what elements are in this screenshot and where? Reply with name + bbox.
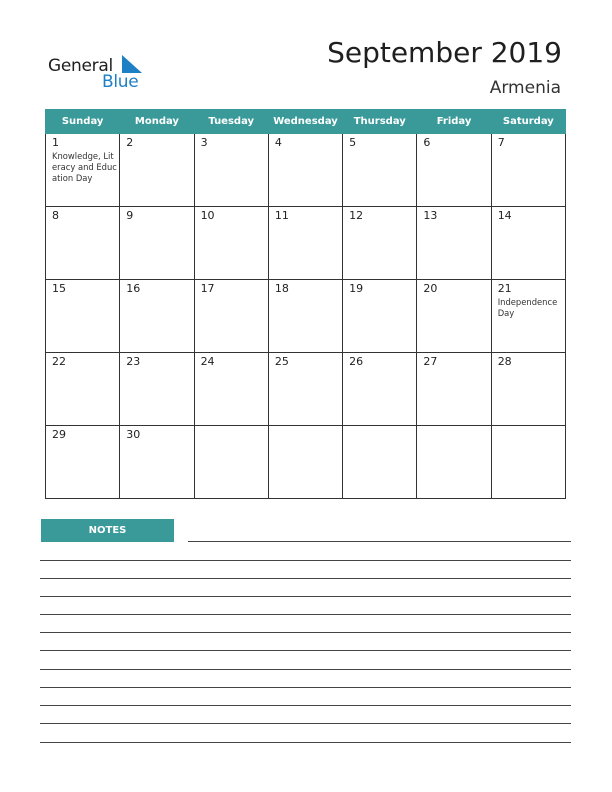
day-number: 16 bbox=[126, 282, 141, 295]
day-number bbox=[195, 426, 268, 429]
holiday-label: Independence Day bbox=[497, 297, 558, 318]
day-cell bbox=[491, 426, 565, 499]
day-number: 5 bbox=[349, 136, 357, 149]
day-number: 9 bbox=[126, 209, 134, 222]
day-cell bbox=[46, 134, 120, 207]
day-cell bbox=[343, 207, 417, 280]
logo-text-general: General bbox=[48, 56, 113, 76]
day-number: 20 bbox=[423, 282, 438, 295]
day-number: 15 bbox=[52, 282, 66, 295]
day-number: 30 bbox=[126, 428, 141, 441]
day-cell bbox=[46, 207, 120, 280]
day-number: 1 bbox=[52, 136, 59, 149]
day-cell bbox=[194, 207, 268, 280]
day-number bbox=[417, 426, 490, 429]
day-cell bbox=[417, 426, 491, 499]
day-number: 25 bbox=[274, 355, 289, 368]
day-number: 8 bbox=[52, 209, 59, 222]
day-number: 28 bbox=[497, 355, 512, 368]
day-cell bbox=[46, 426, 120, 499]
week-row bbox=[46, 426, 566, 499]
note-line bbox=[40, 687, 571, 688]
logo-text-blue: Blue bbox=[102, 72, 139, 92]
day-number bbox=[269, 426, 342, 429]
day-cell bbox=[268, 280, 342, 353]
note-line bbox=[40, 669, 571, 670]
day-cell bbox=[268, 426, 342, 499]
day-number bbox=[492, 426, 565, 429]
day-cell bbox=[343, 353, 417, 426]
note-line bbox=[188, 541, 571, 542]
note-line bbox=[40, 578, 571, 579]
note-line bbox=[40, 705, 571, 706]
day-number: 3 bbox=[200, 136, 208, 149]
weekday-header: Sunday bbox=[46, 110, 120, 134]
brand-logo bbox=[48, 53, 148, 93]
day-number: 26 bbox=[349, 355, 364, 368]
day-number: 7 bbox=[497, 136, 505, 149]
day-number: 19 bbox=[349, 282, 364, 295]
day-number: 24 bbox=[200, 355, 215, 368]
note-line bbox=[40, 650, 571, 651]
day-cell bbox=[417, 353, 491, 426]
weekday-header: Monday bbox=[120, 110, 194, 134]
day-cell bbox=[194, 353, 268, 426]
day-cell bbox=[417, 280, 491, 353]
day-cell bbox=[268, 207, 342, 280]
day-number: 2 bbox=[126, 136, 134, 149]
day-cell bbox=[417, 207, 491, 280]
day-cell bbox=[120, 353, 194, 426]
day-cell bbox=[491, 134, 565, 207]
day-cell bbox=[268, 134, 342, 207]
note-line bbox=[40, 614, 571, 615]
day-cell bbox=[120, 426, 194, 499]
day-cell bbox=[120, 134, 194, 207]
note-line bbox=[40, 596, 571, 597]
weekday-header: Tuesday bbox=[194, 110, 268, 134]
holiday-label: Knowledge, Literacy and Education Day bbox=[52, 151, 117, 183]
day-number: 29 bbox=[52, 428, 66, 441]
day-cell bbox=[268, 353, 342, 426]
weekday-header: Wednesday bbox=[268, 110, 342, 134]
week-row bbox=[46, 353, 566, 426]
day-cell bbox=[194, 426, 268, 499]
day-cell bbox=[417, 134, 491, 207]
day-number: 10 bbox=[200, 209, 215, 222]
day-cell bbox=[343, 134, 417, 207]
day-cell bbox=[120, 207, 194, 280]
day-number: 14 bbox=[497, 209, 512, 222]
day-number: 22 bbox=[52, 355, 66, 368]
day-cell bbox=[46, 280, 120, 353]
day-cell bbox=[120, 280, 194, 353]
week-row bbox=[46, 207, 566, 280]
day-cell bbox=[46, 353, 120, 426]
day-number: 4 bbox=[274, 136, 282, 149]
day-cell bbox=[491, 353, 565, 426]
weekday-header-row bbox=[46, 110, 566, 134]
day-cell bbox=[194, 280, 268, 353]
weekday-header: Thursday bbox=[343, 110, 417, 134]
day-cell bbox=[491, 207, 565, 280]
day-number: 12 bbox=[349, 209, 364, 222]
day-cell bbox=[491, 280, 565, 353]
note-line bbox=[40, 723, 571, 724]
day-number: 18 bbox=[274, 282, 289, 295]
page-title: September 2019 bbox=[327, 36, 562, 69]
note-line bbox=[40, 560, 571, 561]
day-cell bbox=[343, 426, 417, 499]
week-row bbox=[46, 134, 566, 207]
week-row bbox=[46, 280, 566, 353]
day-number: 21 bbox=[497, 282, 512, 295]
day-number: 23 bbox=[126, 355, 141, 368]
note-line bbox=[40, 742, 571, 743]
country-name: Armenia bbox=[489, 78, 561, 98]
weekday-header: Friday bbox=[417, 110, 491, 134]
day-number: 13 bbox=[423, 209, 438, 222]
day-cell bbox=[194, 134, 268, 207]
calendar-body bbox=[46, 134, 566, 499]
notes-label: NOTES bbox=[41, 519, 174, 542]
day-number: 11 bbox=[274, 209, 289, 222]
day-number bbox=[343, 426, 416, 429]
day-number: 6 bbox=[423, 136, 431, 149]
calendar-grid bbox=[45, 109, 566, 499]
weekday-header: Saturday bbox=[491, 110, 565, 134]
flag-triangle-icon bbox=[120, 55, 142, 73]
day-number: 27 bbox=[423, 355, 438, 368]
day-number: 17 bbox=[200, 282, 215, 295]
note-line bbox=[40, 632, 571, 633]
day-cell bbox=[343, 280, 417, 353]
